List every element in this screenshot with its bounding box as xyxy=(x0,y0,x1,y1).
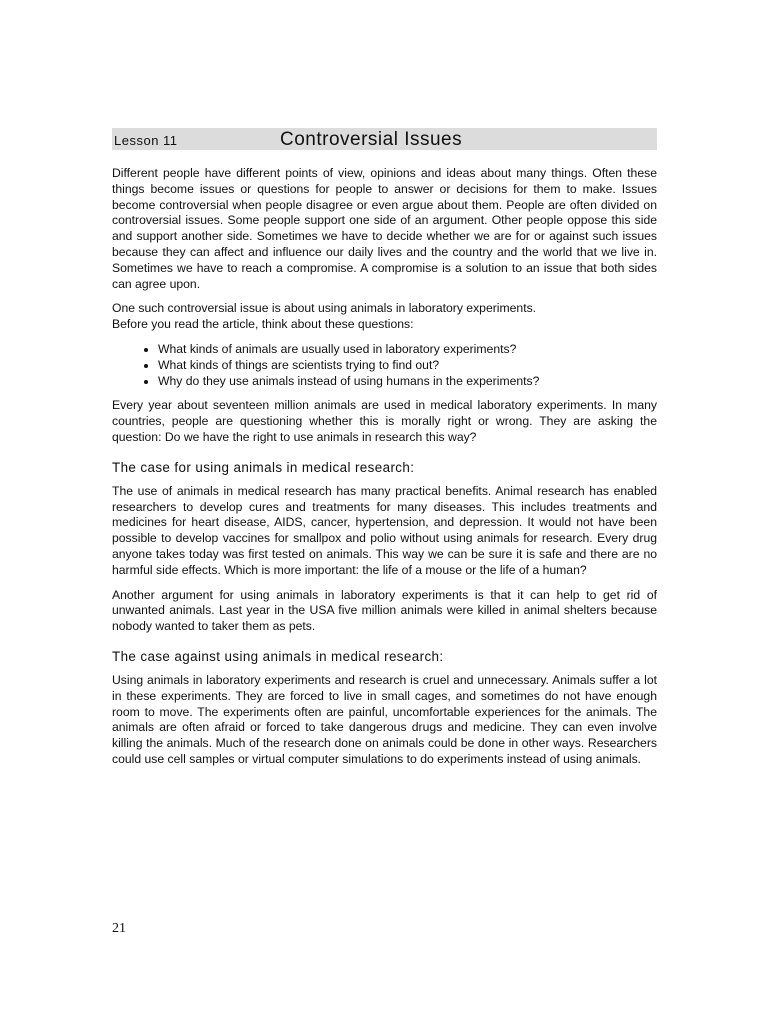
list-item: • What kinds of animals are usually used in laboratory experiments? xyxy=(158,342,657,358)
case-against-paragraph: Using animals in laboratory experiments and research is cruel and unnecessary. Animals suffer a lot in these experiments. They are forced to live in small cages, and sometimes do not have enough room to move. The experiments often are painful, uncomfortable experiences for the animals. The animals are often afraid or forced to take dangerous drugs and medicine. They can even involve killing the animals. Much of the research done on animals could be done in other ways. Researchers could use cell samples or virtual computer simulations to do experiments instead of using animals. xyxy=(112,672,657,766)
questions-list xyxy=(112,342,657,389)
statistics-paragraph: Every year about seventeen million animals are used in medical laboratory experiments. In many countries, people are questioning whether this is morally right or wrong. They are asking the question: Do we have the right to use animals in research this way? xyxy=(112,398,657,444)
intro-paragraph: Different people have different points of view, opinions and ideas about many things. Often these things become issues or questions for people to answer or decisions for them to make. Issues become controversial when people disagree or even argue about them. People are often divided on controversial issues. Some people support one side of an argument. Other people oppose this side and support another side. Sometimes we have to decide whether we are for or against such issues because they can affect and influence our daily lives and the country and the world that we live in. Sometimes we have to reach a compromise. A compromise is a solution to an issue that both sides can agree upon. xyxy=(112,166,657,291)
page-number: 21 xyxy=(112,921,126,936)
document-page xyxy=(112,128,657,777)
list-item: • Why do they use animals instead of using humans in the experiments? xyxy=(158,374,657,390)
lesson-title: Controversial Issues xyxy=(280,129,463,150)
questions-intro-paragraph xyxy=(112,301,657,333)
case-for-paragraph-1: The use of animals in medical research has many practical benefits. Animal research has enabled researchers to develop cures and treatments for many diseases. This includes treatments and medicines for heart disease, AIDS, cancer, hypertension, and depression. It would not have been possible to develop vaccines for smallpox and polio without using animals for research. Every drug anyone takes today was first tested on animals. This way we can be sure it is safe and there are no harmful side effects. Which is more important: the life of a mouse or the life of a human? xyxy=(112,483,657,577)
case-for-paragraph-2: Another argument for using animals in laboratory experiments is that it can help to get rid of unwanted animals. Last year in the USA five million animals were killed in animal shelters because nobody wanted to taker them as pets. xyxy=(112,587,657,634)
case-against-heading: The case against using animals in medical research: xyxy=(112,648,444,664)
questions-intro-line-1: One such controversial issue is about using animals in laboratory experiments. xyxy=(112,301,537,316)
lesson-number: Lesson 11 xyxy=(114,133,178,148)
questions-intro-line-2: Before you read the article, think about these questions: xyxy=(112,317,414,332)
list-item: • What kinds of things are scientists trying to find out? xyxy=(158,358,657,374)
case-for-heading: The case for using animals in medical research: xyxy=(112,459,415,475)
lesson-header-bar xyxy=(112,128,657,150)
